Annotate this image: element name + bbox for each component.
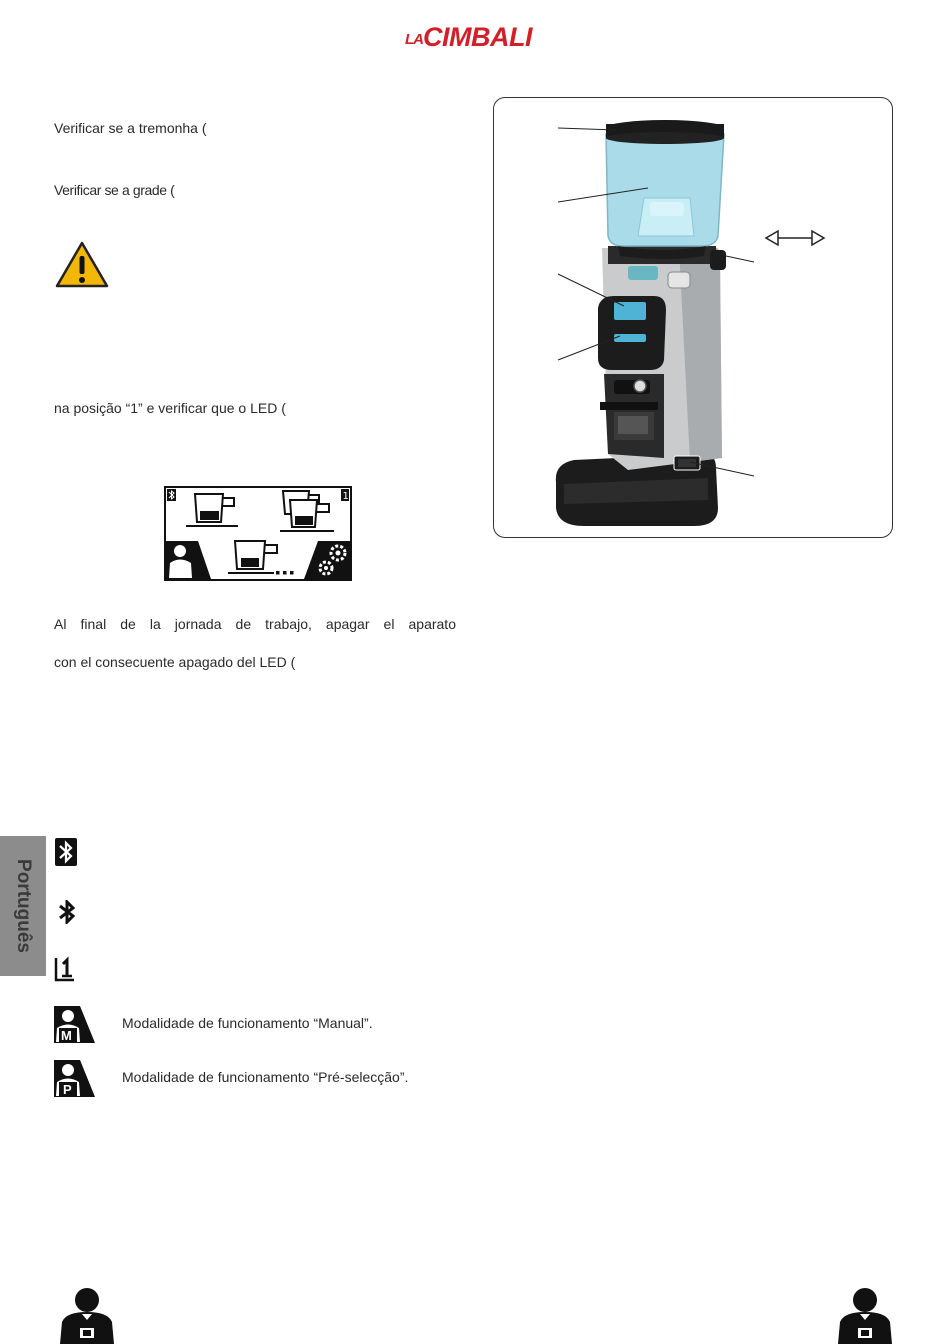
text-led-off: con el consecuente apagado del LED ( bbox=[54, 654, 296, 670]
preselection-mode-label: Modalidade de funcionamento “Pré-selecção”. bbox=[122, 1069, 409, 1085]
barista-icon-right bbox=[834, 1286, 896, 1344]
language-tab bbox=[0, 836, 46, 976]
text-position-led: na posição “1” e verificar que o LED ( bbox=[54, 400, 286, 416]
brand-logo-name: CIMBALI bbox=[423, 22, 532, 52]
adjustment-arrow-icon bbox=[766, 231, 824, 245]
language-tab-label: Português bbox=[13, 859, 34, 953]
text-hopper-check: Verificar se a tremonha ( bbox=[54, 120, 207, 136]
brand-logo-prefix: LA bbox=[405, 31, 423, 48]
bluetooth-icon bbox=[57, 900, 77, 924]
level-one-icon bbox=[54, 956, 76, 982]
grinder-illustration bbox=[494, 98, 892, 537]
preselection-mode-icon bbox=[54, 1058, 96, 1098]
barista-icon-left bbox=[56, 1286, 118, 1344]
manual-mode-label: Modalidade de funcionamento “Manual”. bbox=[122, 1015, 373, 1031]
svg-text:1: 1 bbox=[342, 491, 349, 502]
svg-text:M: M bbox=[61, 1028, 72, 1043]
text-grid-check: Verificar se a grade ( bbox=[54, 182, 175, 198]
brand-logo bbox=[405, 22, 532, 53]
bluetooth-box-icon bbox=[54, 837, 78, 867]
display-screen-illustration bbox=[164, 486, 352, 581]
manual-mode-icon bbox=[54, 1004, 96, 1044]
text-end-of-day: Al final de la jornada de trabajo, apagar el aparato bbox=[54, 616, 456, 632]
warning-icon bbox=[54, 240, 110, 290]
svg-text:P: P bbox=[63, 1082, 72, 1097]
